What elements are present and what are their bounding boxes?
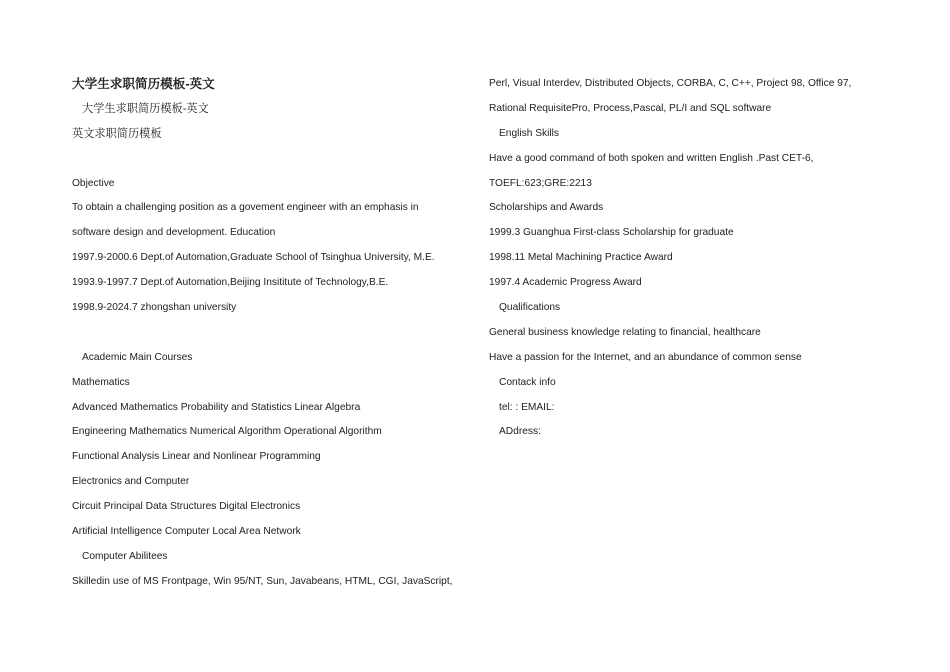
left-line-10 — [72, 321, 452, 346]
left-line-0: 大学生求职简历模板-英文 — [72, 77, 215, 91]
left-line-18: Artificial Intelligence Computer Local Area Network — [72, 526, 301, 538]
right-line-6: 1999.3 Guanghua First-class Scholarship for graduate — [489, 227, 734, 239]
left-line-13: Advanced Mathematics Probability and Statistics Linear Algebra — [72, 401, 361, 413]
left-line-20: Skilledin use of MS Frontpage, Win 95/NT, Sun, Javabeans, HTML, CGI, JavaScript, — [72, 575, 453, 587]
left-line-12: Mathematics — [72, 376, 130, 388]
left-line-16: Electronics and Computer — [72, 476, 190, 488]
right-line-11: Have a passion for the Internet, and an abundance of common sense — [489, 351, 802, 363]
left-line-5: To obtain a challenging position as a govement engineer with an emphasis in — [72, 202, 419, 214]
left-line-2: 英文求职简历模板 — [72, 127, 162, 140]
right-line-8: 1997.4 Academic Progress Award — [489, 277, 642, 289]
right-line-1: Rational RequisitePro, Process,Pascal, PL/I and SQL software — [489, 102, 772, 114]
left-line-6: software design and development. Education — [72, 227, 276, 239]
right-line-9: Qualifications — [499, 302, 561, 314]
right-line-2: English Skills — [499, 127, 560, 139]
right-line-14: ADdress: — [499, 426, 541, 438]
right-line-12: Contack info — [499, 376, 556, 388]
right-line-5: Scholarships and Awards — [489, 202, 604, 214]
right-line-4: TOEFL:623;GRE:2213 — [489, 177, 592, 189]
left-line-17: Circuit Principal Data Structures Digital Electronics — [72, 501, 301, 513]
left-line-1: 大学生求职简历模板-英文 — [82, 102, 209, 115]
right-line-13: tel: : EMAIL: — [499, 401, 555, 413]
right-line-0: Perl, Visual Interdev, Distributed Objects, CORBA, C, C++, Project 98, Office 97, — [489, 78, 852, 89]
left-line-14: Engineering Mathematics Numerical Algorithm Operational Algorithm — [72, 426, 382, 438]
left-line-7: 1997.9-2000.6 Dept.of Automation,Graduate School of Tsinghua University, M.E. — [72, 252, 435, 264]
right-line-3: Have a good command of both spoken and written English .Past CET-6, — [489, 152, 814, 164]
right-column — [489, 72, 869, 445]
left-line-19: Computer Abilitees — [82, 550, 168, 562]
right-line-10: General business knowledge relating to financial, healthcare — [489, 326, 761, 338]
left-line-8: 1993.9-1997.7 Dept.of Automation,Beijing Insititute of Technology,B.E. — [72, 277, 389, 289]
left-line-4: Objective — [72, 177, 115, 189]
right-line-7: 1998.11 Metal Machining Practice Award — [489, 252, 673, 264]
left-line-11: Academic Main Courses — [82, 351, 193, 363]
left-line-3 — [72, 147, 452, 172]
left-line-9: 1998.9-2024.7 zhongshan university — [72, 302, 237, 314]
left-line-15: Functional Analysis Linear and Nonlinear Programming — [72, 451, 321, 463]
left-column — [72, 72, 452, 595]
